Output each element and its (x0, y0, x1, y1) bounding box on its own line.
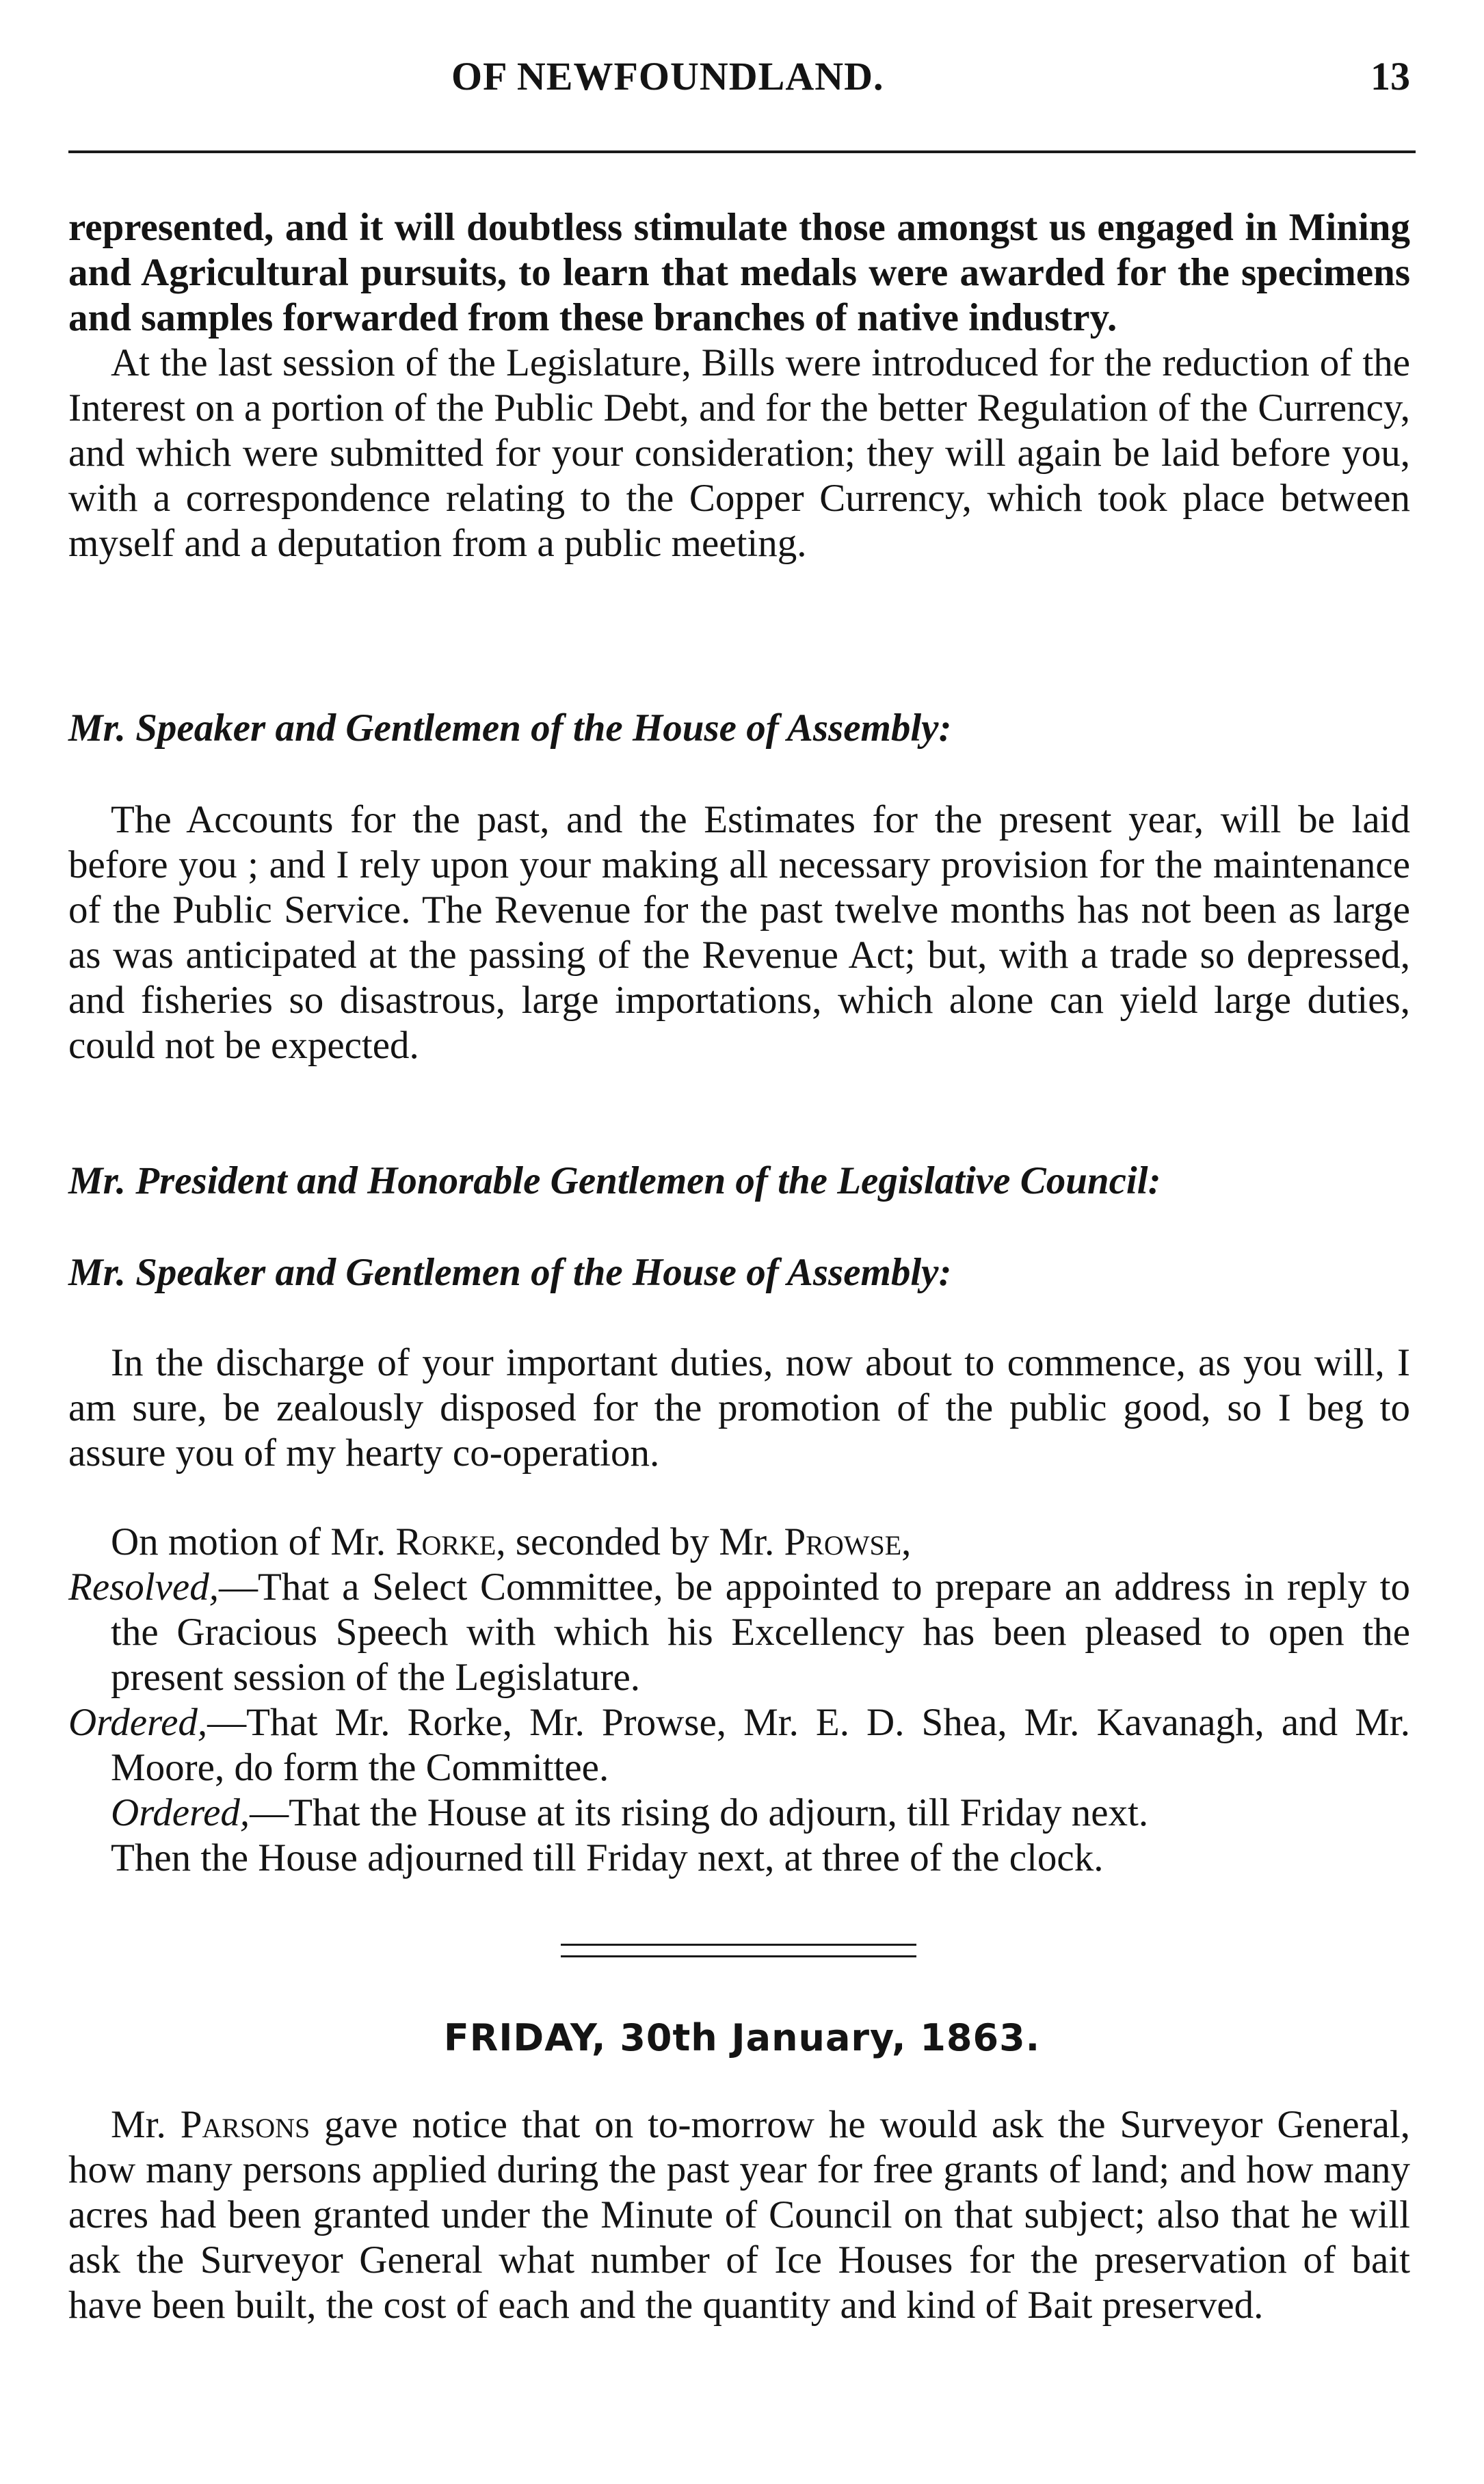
date-heading: FRIDAY, 30th January, 1863. (443, 2016, 1041, 2059)
closing-section (68, 1340, 1410, 1476)
adjournment-line: Then the House adjourned till Friday next, at three of the clock. (111, 1836, 1104, 1879)
seconder-name: Prowse (784, 1520, 902, 1563)
page-number: 13 (1370, 54, 1410, 98)
accounts-section (68, 797, 1410, 1068)
ordered-entry-committee: Ordered,—That Mr. Rorke, Mr. Prowse, Mr. E. D. Shea, Mr. Kavanagh, and Mr. Moore, do form the Committee. (68, 1701, 1410, 1789)
section-divider (561, 1944, 916, 1957)
paragraph-accounts: The Accounts for the past, and the Estimates for the present year, will be laid before you ; and I rely upon your making all necessary provision for the maintenance of the Public Service. The Revenue for the past twelve months has not been as large as was anticipated at the passing of the Revenue Act; but, with a trade so depressed, and fisheries so disastrous, large importations, which alone can yield large duties, could not be expected. (68, 798, 1410, 1067)
address-heading: Mr. Speaker and Gentlemen of the House of Assembly: (68, 1251, 952, 1294)
proceedings (68, 1520, 1410, 1881)
mover-name: Rorke (395, 1520, 496, 1563)
notice-section (68, 2102, 1410, 2328)
address-council (68, 1159, 1410, 1204)
notice-member-name: Parsons (180, 2103, 310, 2146)
motion-line: On motion of Mr. Rorke, seconded by Mr. Prowse, (111, 1520, 912, 1563)
ordered-entry-adjourn: Ordered,—That the House at its rising do adjourn, till Friday next. (111, 1791, 1149, 1834)
paragraph-notice: Mr. Parsons gave notice that on to-morrow he would ask the Surveyor General, how many persons applied during the past year for free grants of land; and how many acres had been granted under the Minute of Council on that subject; also that he will ask the Surveyor General what number of Ice Houses for the preservation of bait have been built, the cost of each and the quantity and kind of Bait preserved. (68, 2103, 1410, 2327)
address-heading: Mr. Speaker and Gentlemen of the House of Assembly: (68, 706, 952, 750)
running-title: OF NEWFOUNDLAND. (451, 54, 884, 98)
paragraph-cooperation: In the discharge of your important duties, now about to commence, as you will, I am sure, be zealously disposed for the promotion of the public good, so I beg to assure you of my hearty co-operation. (68, 1341, 1410, 1475)
resolved-entry: Resolved,—That a Select Committee, be appointed to prepare an address in reply to the Gracious Speech with which his Excellency has been pleased to open the present session of the Legislature. (68, 1565, 1410, 1699)
paragraph-bills: At the last session of the Legislature, Bills were introduced for the reduction of the Interest on a portion of the Public Debt, and for the better Regulation of the Currency, and which were submitted for your consideration; they will again be laid before you, with a correspondence relating to the Copper Currency, which took place between myself and a deputation from a public meeting. (68, 341, 1410, 565)
address-house-2 (68, 1250, 1410, 1295)
page-header (68, 53, 1416, 101)
address-heading: Mr. President and Honorable Gentlemen of the Legislative Council: (68, 1159, 1161, 1202)
opening-paragraphs (68, 205, 1410, 566)
paragraph-medals: represented, and it will doubtless stimulate those amongst us engaged in Mining and Agricultural pursuits, to learn that medals were awarded for the specimens and samples forwarded from these branches of native industry. (68, 206, 1410, 339)
address-house-1 (68, 706, 1410, 751)
header-rule (68, 150, 1416, 153)
